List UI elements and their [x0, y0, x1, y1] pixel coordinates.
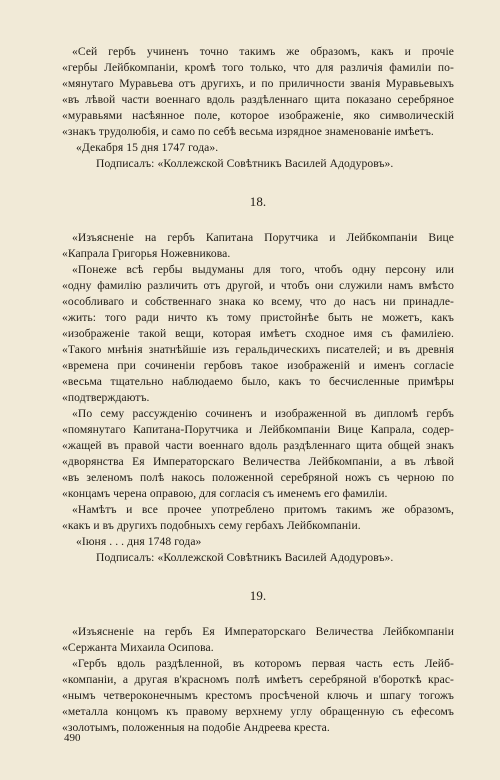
section-number: 18.: [249, 194, 267, 209]
paragraph: [62, 44, 454, 140]
text-line: «Сержанта Михаила Осипова.: [62, 641, 214, 654]
text-line: «времена при сочиненіи гербовъ такое изображеній и именъ согласіе: [62, 359, 454, 372]
text-line: «изображеніе такой вещи, которая имѣетъ сходное имя съ фамиліею.: [62, 327, 454, 340]
text-line: «знакъ трудолюбія, и само по себѣ весьма изрядное знаменованіе имѣетъ.: [62, 125, 434, 138]
text-line: «въ зеленомъ полѣ накось положенной серебряной ножъ съ черною по: [62, 471, 454, 484]
text-line: «весьма тщательно наблюдаемо было, какъ то бесчисленные примѣры: [62, 375, 454, 388]
text-line: «особливаго и собственнаго знака ко всему, что до насъ ни принадле-: [62, 295, 454, 308]
page-body-text: [62, 44, 454, 736]
paragraph: [62, 406, 454, 502]
text-line: «гербы Лейбкомпаніи, кромѣ того только, что для различія фамиліи по-: [62, 61, 454, 74]
text-line: «муравьями насѣянное поле, которое изображеніе, яко символическій: [62, 109, 454, 122]
text-line: «металла концомъ къ правому верхнему углу обращенную съ ефесомъ: [62, 705, 454, 718]
text-line: «помянутаго Капитана-Порутчика и Лейбкомпаніи Вице Капрала, содер-: [62, 423, 454, 436]
text-line: «компаніи, а другая в'красномъ полѣ имѣетъ серебряной в'бороткѣ крас-: [62, 673, 454, 686]
text-line: «подтверждаютъ.: [62, 391, 150, 404]
signature-line: Подписалъ: «Коллежской Совѣтникъ Василей Адодуровъ».: [96, 157, 394, 170]
text-line: «нымъ четвероконечнымъ крестомъ просѣченой ключь и шпагу тогожъ: [62, 689, 454, 702]
signature-line: Подписалъ: «Коллежской Совѣтникъ Василей Адодуровъ».: [96, 551, 394, 564]
text-line: «Изъясненіе на гербъ Ея Императорскаго Величества Лейбкомпаніи: [72, 625, 454, 638]
text-line: «одну фамилію различить отъ другой, и чтобъ они служили намъ вмѣсто: [62, 279, 454, 292]
text-line: «концамъ черена оправою, для согласія съ именемъ его фамиліи.: [62, 487, 388, 500]
text-line: «жащей въ правой части военнаго вдоль раздѣленнаго щита общей знакъ: [62, 439, 454, 452]
text-line: «золотымъ, положенныя на подобіе Андреева креста.: [62, 721, 330, 734]
page-number: 490: [64, 732, 81, 744]
paragraph: [62, 624, 454, 656]
paragraph: [62, 230, 454, 262]
paragraph: [62, 656, 454, 736]
text-line: «Понеже всѣ гербы выдуманы для того, чтобъ одну персону или: [72, 263, 454, 276]
date-line: «Іюня . . . дня 1748 года»: [76, 535, 202, 548]
text-line: «По сему рассужденію сочиненъ и изображенной въ дипломѣ гербъ: [72, 407, 454, 420]
paragraph: [62, 262, 454, 406]
text-line: «какъ и въ другихъ подобныхъ сему гербахъ Лейбкомпаніи.: [62, 519, 361, 532]
text-line: «Сей гербъ учиненъ точно такимъ же образомъ, какъ и прочіе: [72, 45, 454, 58]
text-line: «Такого мнѣнія знатнѣйшіе изъ геральдическихъ писателей; и въ древнія: [62, 343, 454, 356]
text-line: «дворянства Ея Императорскаго Величества Лейбкомпаніи, а въ лѣвой: [62, 455, 454, 468]
text-line: «жить: того ради ничто къ тому пристойнѣе быть не можетъ, какъ: [62, 311, 454, 324]
date-line: «Декабря 15 дня 1747 года».: [76, 141, 219, 154]
text-line: «въ лѣвой части военнаго вдоль раздѣленнаго щита показано серебряное: [62, 93, 454, 106]
text-line: «Гербъ вдоль раздѣленной, въ которомъ первая часть есть Лейб-: [72, 657, 454, 670]
text-line: «Намѣтъ и все прочее употреблено притомъ такимъ же образомъ,: [72, 503, 454, 516]
paragraph: [62, 502, 454, 534]
text-line: «Капрала Григорья Ножевникова.: [62, 247, 231, 260]
text-line: «мянутаго Муравьева отъ другихъ, и по приличности званія Муравьевыхъ: [62, 77, 454, 90]
section-number: 19.: [249, 588, 267, 603]
text-line: «Изъясненіе на гербъ Капитана Порутчика и Лейбкомпаніи Вице: [72, 231, 454, 244]
